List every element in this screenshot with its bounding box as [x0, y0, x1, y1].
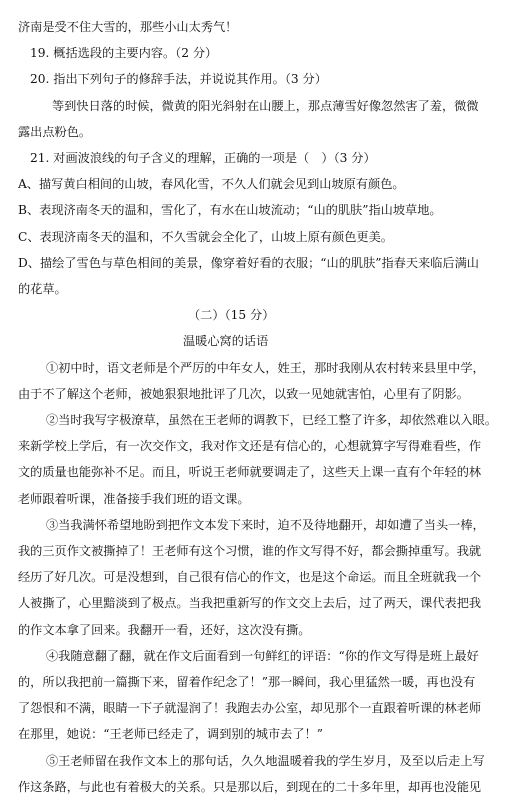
paragraph-line: 老师跟着听课，准备接手我们班的语文课。	[18, 491, 250, 506]
paragraph-line: 的作文本拿了回来。我翻开一看，还好，这次没有撕。	[18, 622, 311, 637]
quoted-sentence-cont: 露出点粉色。	[18, 124, 92, 139]
section-heading: （二）（15 分）	[188, 308, 275, 323]
paragraph-line: 文的质量也能弥补不足。而且，听说王老师就要调走了，这些天上课一直有个年轻的林	[18, 465, 482, 480]
paragraph-line: 我的三页作文被撕掉了！王老师有这个习惯，谁的作文写得不好，都会撕掉重写。我就	[18, 544, 482, 559]
passage-title: 温暖心窝的话语	[183, 334, 269, 349]
paragraph-line: 作这条路，与此也有着极大的关系。只是那以后，到现在的二十多年里，却再也没能见	[18, 779, 482, 794]
question-21: 21. 对画波浪线的句子含义的理解，正确的一项是（ ）（3 分）	[30, 151, 376, 166]
paragraph-line: 的，所以我把前一篇撕下来，留着作纪念了！”那一瞬间，我心里猛然一暖，再也没有	[18, 675, 476, 690]
option-a: A、描写黄白相间的山坡，春风化雪，不久人们就会见到山坡原有颜色。	[18, 177, 405, 192]
paragraph-line: 经历了好几次。可是没想到，自己很有信心的作文，也是这个命运。而且全班就我一个	[18, 570, 482, 585]
option-c: C、表现济南冬天的温和，不久雪就会全化了，山坡上原有颜色更美。	[18, 229, 393, 244]
paragraph-line: 人被撕了，心里黯淡到了极点。当我把重新写的作文交上去后，过了两天，课代表把我	[18, 596, 482, 611]
paragraph-line: 在那里，她说：“王老师已经走了，调到别的城市去了！”	[18, 727, 323, 742]
option-b: B、表现济南冬天的温和，雪化了，有水在山坡流动；“山的肌肤”指山坡草地。	[18, 203, 442, 218]
option-d-cont: 的花草。	[18, 282, 67, 297]
paragraph-line: ②当时我写字极潦草，虽然在王老师的调教下，已经工整了许多，却依然难以入眼。	[46, 413, 497, 428]
text-line: 济南是受不住大雪的，那些小山太秀气！	[18, 20, 238, 34]
quoted-sentence: 等到快日落的时候，微黄的阳光斜射在山腰上，那点薄雪好像忽然害了羞，微微	[52, 98, 479, 113]
paragraph-line: ⑤王老师留在我作文本上的那句话，久久地温暖着我的学生岁月，及至以后走上写	[46, 753, 485, 768]
option-d: D、描绘了雪色与草色相间的美景，像穿着好看的衣服；“山的肌肤”指春天来临后满山	[18, 255, 479, 270]
paragraph-line: 由于不了解这个老师，被她狠狠地批评了几次，以致一见她就害怕，心里有了阴影。	[18, 386, 469, 401]
paragraph-line: ④我随意翻了翻，就在作文后面看到一句鲜红的评语：“你的作文写得是班上最好	[46, 648, 479, 663]
paragraph-line: 来新学校上学后，有一次交作文，我对作文还是有信心的，心想就算字写得难看些，作	[18, 439, 482, 454]
paragraph-line: 了怨恨和不满，眼睛一下子就湿润了！我跑去办公室，却见那个一直跟着听课的林老师	[18, 701, 482, 716]
question-19: 19. 概括选段的主要内容。（2 分）	[30, 46, 218, 61]
paragraph-line: ①初中时，语文老师是个严厉的中年女人，姓王，那时我刚从农村转来县里中学，	[46, 360, 485, 375]
paragraph-line: ③当我满怀希望地盼到把作文本发下来时，迫不及待地翻开，却如遭了当头一棒，	[46, 517, 485, 532]
question-20: 20. 指出下列句子的修辞手法，并说说其作用。（3 分）	[30, 72, 327, 87]
